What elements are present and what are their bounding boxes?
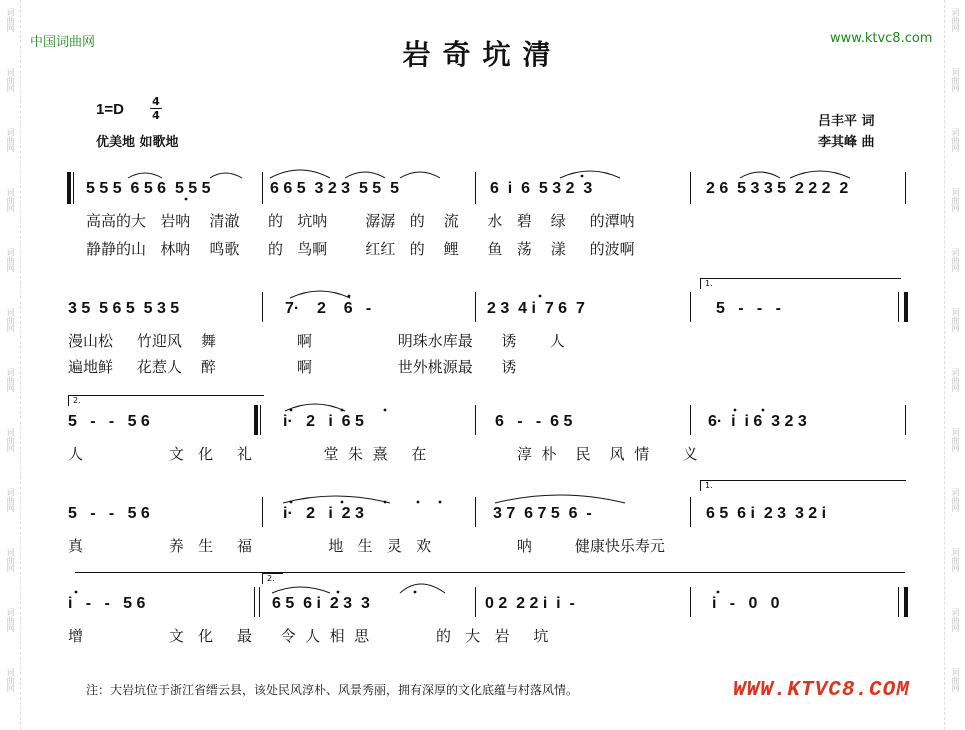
octave-dot <box>717 591 720 594</box>
slur <box>495 495 625 503</box>
octave-dot <box>290 409 293 412</box>
side-watermark-text: 词曲网 <box>6 8 15 32</box>
lyric-verse-2: 静静的山 林呐 鸣歌 的 鸟啊 红红 的 鲤 鱼 荡 漾 的波啊 <box>86 240 635 258</box>
octave-dot <box>348 295 351 298</box>
side-watermark-text: 词曲网 <box>951 8 960 32</box>
octave-dot <box>417 501 420 504</box>
octave-dot <box>581 175 584 178</box>
side-watermark-text: 词曲网 <box>951 608 960 632</box>
side-watermark-text: 词曲网 <box>951 68 960 92</box>
second-ending-label: 2. <box>267 574 275 583</box>
first-ending-label: 1. <box>705 279 713 288</box>
slur <box>270 170 330 178</box>
measure-16: 6 5 6 i 2 3 3 2 i <box>706 505 827 522</box>
side-watermark-text: 词曲网 <box>6 68 15 92</box>
lyricist-credit: 吕丰平 词 <box>818 114 875 129</box>
side-watermark-text: 词曲网 <box>951 368 960 392</box>
lyric-verse-1: 真 养 生 福 地 生 灵 欢 呐 健康快乐寿元 <box>68 537 665 555</box>
side-watermark-text: 词曲网 <box>951 188 960 212</box>
composer-credit: 李其峰 曲 <box>818 135 875 150</box>
measure-15: 3 7 6 7 5 6 - <box>493 505 592 522</box>
octave-dot <box>337 591 340 594</box>
measure-11: 6 - - 6 5 <box>495 413 573 430</box>
side-watermark-text: 词曲网 <box>951 548 960 572</box>
measure-12: 6· i i 6 3 2 3 <box>708 413 807 430</box>
measure-13: 5 - - 5 6 <box>68 505 150 522</box>
octave-dot <box>539 295 542 298</box>
octave-dot <box>414 591 417 594</box>
song-title: 岩奇坑清 <box>402 38 563 71</box>
octave-dot <box>185 198 188 201</box>
measure-20: i - 0 0 <box>712 595 780 612</box>
side-watermark-text: 词曲网 <box>6 668 15 692</box>
side-watermark-text: 词曲网 <box>951 308 960 332</box>
lyric-verse-1: 人 文 化 礼 堂 朱 熹 在 淳 朴 民 风 情 义 <box>68 445 698 463</box>
octave-dot <box>439 501 442 504</box>
key-signature: 1=D <box>96 101 124 118</box>
side-watermark-text: 词曲网 <box>6 188 15 212</box>
side-watermark-text: 词曲网 <box>951 428 960 452</box>
footnote: 注：大岩坑位于浙江省缙云县，该处民风淳朴、风景秀丽，拥有深厚的文化底蕴与村落风情。 <box>86 683 579 697</box>
time-signature-bottom: 4 <box>152 109 160 122</box>
measure-6: 7· 2 6 - <box>285 300 372 317</box>
side-watermark-text: 词曲网 <box>6 488 15 512</box>
lyric-verse-2: 遍地鲜 花惹人 醉 啊 世外桃源最 诱 <box>68 358 517 376</box>
side-watermark-text: 词曲网 <box>6 548 15 572</box>
slur <box>272 587 330 593</box>
slur <box>560 171 620 178</box>
octave-dot <box>734 409 737 412</box>
octave-dot <box>75 591 78 594</box>
octave-dot <box>290 501 293 504</box>
slur <box>740 172 780 178</box>
slur <box>400 584 445 593</box>
octave-dot <box>341 501 344 504</box>
measure-19: 0 2 2 2 i i - <box>485 595 575 612</box>
measure-4: 2 6 5 3 3 5 2 2 2 2 <box>706 180 849 197</box>
measure-2: 6 6 5 3 2 3 5 5 5 <box>270 180 399 197</box>
slur <box>790 171 850 178</box>
side-watermark-text: 词曲网 <box>951 488 960 512</box>
second-ending-label: 2. <box>73 396 81 405</box>
slur <box>290 291 350 298</box>
tempo-marking: 优美地 如歌地 <box>96 135 179 150</box>
measure-5: 3 5 5 6 5 5 3 5 <box>68 300 180 317</box>
measure-14: i· 2 i 2 3 <box>283 505 364 522</box>
octave-dot <box>762 409 765 412</box>
measure-10: i· 2 i 6 5 <box>283 413 364 430</box>
slur <box>345 172 385 178</box>
slur <box>400 172 440 178</box>
side-watermark-text: 词曲网 <box>6 368 15 392</box>
lyric-verse-1: 高高的大 岩呐 清澈 的 坑呐 潺潺 的 流 水 碧 绿 的潭呐 <box>86 212 635 230</box>
time-signature-top: 4 <box>152 95 160 108</box>
measure-7: 2 3 4 i 7 6 7 <box>487 300 585 317</box>
octave-dot <box>384 501 387 504</box>
side-watermark-text: 词曲网 <box>6 308 15 332</box>
measure-1: 5 5 5 6 5 6 5 5 5 <box>86 180 211 197</box>
side-watermark-text: 词曲网 <box>6 248 15 272</box>
slur <box>285 404 345 411</box>
side-watermark-text: 词曲网 <box>951 668 960 692</box>
measure-18: 6 5 6 i 2 3 3 <box>272 595 370 612</box>
site-name-left[interactable]: 中国词曲网 <box>30 35 96 50</box>
lyric-verse-1: 增 文 化 最 令 人 相 思 的 大 岩 坑 <box>68 627 549 645</box>
octave-dot <box>384 409 387 412</box>
slur <box>210 173 242 178</box>
slur <box>283 496 390 503</box>
side-watermark-text: 词曲网 <box>6 608 15 632</box>
measure-17: i - - 5 6 <box>68 595 146 612</box>
side-watermark-text: 词曲网 <box>6 128 15 152</box>
first-ending-label: 1. <box>705 481 713 490</box>
side-watermark-text: 词曲网 <box>6 428 15 452</box>
measure-9: 5 - - 5 6 <box>68 413 150 430</box>
lyric-verse-1: 漫山松 竹迎风 舞 啊 明珠水库最 诱 人 <box>68 332 565 350</box>
octave-dot <box>341 409 344 412</box>
measure-8: 5 - - - <box>716 300 781 317</box>
side-watermark-text: 词曲网 <box>951 128 960 152</box>
slur <box>128 173 162 178</box>
site-url-right[interactable]: www.ktvc8.com <box>830 31 933 46</box>
measure-3: 6 i 6 5 3 2 3 <box>490 180 593 197</box>
brand-logo-text[interactable]: WWW.KTVC8.COM <box>733 679 910 702</box>
side-watermark-text: 词曲网 <box>951 248 960 272</box>
